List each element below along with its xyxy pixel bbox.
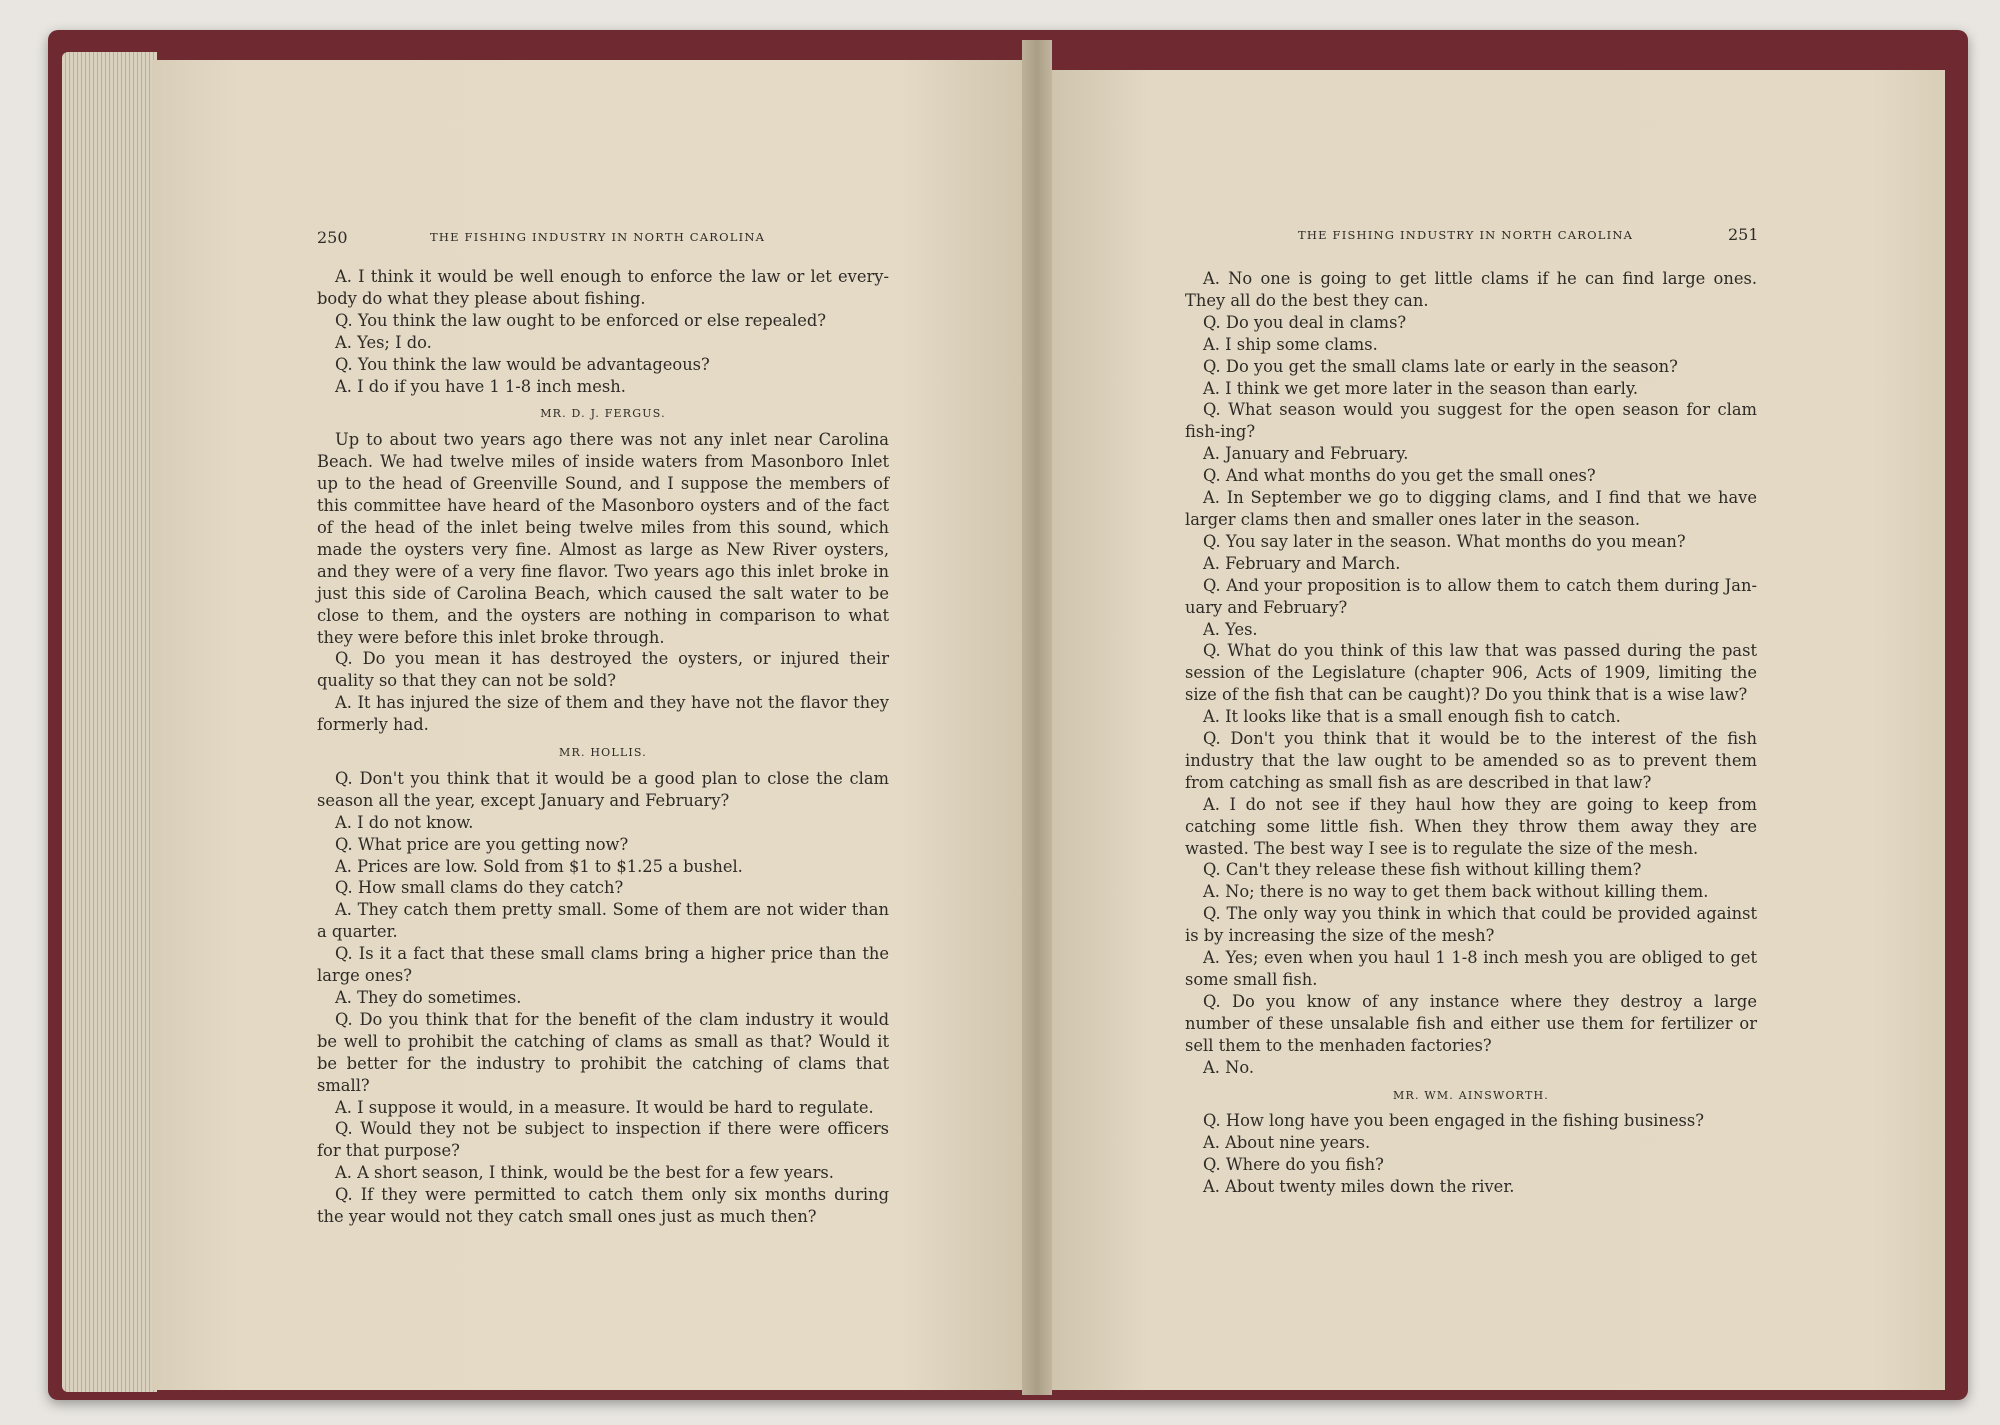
paragraph: Q. Do you deal in clams? bbox=[1203, 312, 1407, 332]
paragraph: A. No one is going to get little clams if he can find large ones. They all do the best they can. bbox=[1185, 269, 1757, 310]
left-page bbox=[152, 60, 1032, 1390]
paragraph: Q. Don't you think that it would be a good plan to close the clam season all the year, except January and February? bbox=[317, 768, 889, 810]
paragraph: Q. Don't you think that it would be to the interest of the fish industry that the law ought to be amended so as to prevent them from catching as small fish as are described in that law? bbox=[1185, 729, 1757, 792]
paragraph: A. It looks like that is a small enough fish to catch. bbox=[1203, 707, 1621, 727]
paragraph: Q. You say later in the season. What months do you mean? bbox=[1203, 531, 1686, 551]
paragraph: A. February and March. bbox=[1203, 553, 1401, 573]
paragraph: Q. The only way you think in which that could be provided against is by increasing the size of the mesh? bbox=[1185, 904, 1757, 946]
paragraph: Q. Do you get the small clams late or early in the season? bbox=[1203, 356, 1678, 376]
paragraph: A. Yes; I do. bbox=[335, 332, 432, 352]
speaker-heading: MR. D. J. FERGUS. bbox=[540, 407, 666, 421]
paragraph: A. January and February. bbox=[1203, 444, 1409, 464]
paragraph: A. No. bbox=[1203, 1057, 1255, 1077]
paragraph: A. They do sometimes. bbox=[335, 988, 522, 1007]
paragraph: Q. You think the law would be advantageous? bbox=[335, 354, 710, 374]
paragraph: A. It has injured the size of them and they have not the flavor they formerly had. bbox=[317, 693, 889, 735]
page-number: 250 bbox=[317, 228, 348, 247]
paragraph: Q. Where do you fish? bbox=[1203, 1155, 1384, 1175]
paragraph: A. No; there is no way to get them back without killing them. bbox=[1203, 882, 1709, 902]
paragraph: A. In September we go to digging clams, and I find that we have larger clams then and smaller ones later in the season. bbox=[1185, 488, 1757, 529]
paragraph: A. I do not see if they haul how they are going to keep from catching some little fish. When they throw them away they are wasted. The best way I see is to regulate the size of the mesh. bbox=[1185, 794, 1757, 858]
speaker-heading: MR. WM. AINSWORTH. bbox=[1393, 1088, 1549, 1102]
paragraph: Q. How long have you been engaged in the fishing business? bbox=[1203, 1111, 1704, 1131]
paragraph: A. I do if you have 1 1-8 inch mesh. bbox=[335, 376, 626, 396]
page-edges bbox=[62, 52, 157, 1392]
paragraph: Q. Do you know of any instance where they destroy a large number of these unsalable fish and either use them for fertilizer or sell them to the menhaden factories? bbox=[1185, 991, 1757, 1055]
right-page-text bbox=[1185, 268, 1757, 1198]
paragraph: A. Prices are low. Sold from $1 to $1.25 a bushel. bbox=[335, 856, 743, 876]
paragraph: Q. Do you think that for the benefit of the clam industry it would be well to prohibit the catching of clams as small as that? Would it be better for the industry to prohibit the catching of clams that small? bbox=[317, 1009, 889, 1095]
paragraph: A. About nine years. bbox=[1203, 1133, 1371, 1153]
running-head: THE FISHING INDUSTRY IN NORTH CAROLINA bbox=[430, 230, 766, 244]
paragraph: A. I suppose it would, in a measure. It would be hard to regulate. bbox=[335, 1097, 874, 1117]
paragraph: A. I think it would be well enough to enforce the law or let every-body do what they please about fishing. bbox=[317, 267, 889, 308]
paragraph: A. About twenty miles down the river. bbox=[1203, 1177, 1515, 1197]
paragraph: Q. You think the law ought to be enforced or else repealed? bbox=[335, 310, 827, 330]
paragraph: Q. And your proposition is to allow them to catch them during Jan-uary and February? bbox=[1185, 575, 1757, 617]
paragraph: Q. Do you mean it has destroyed the oysters, or injured their quality so that they can not be sold? bbox=[317, 649, 889, 691]
paragraph: A. I ship some clams. bbox=[1203, 334, 1378, 354]
right-page bbox=[1040, 70, 1945, 1390]
paragraph: Q. Is it a fact that these small clams bring a higher price than the large ones? bbox=[317, 944, 889, 986]
paragraph: A. Yes. bbox=[1203, 619, 1258, 639]
paragraph: Q. Would they not be subject to inspection if there were officers for that purpose? bbox=[317, 1119, 889, 1161]
paragraph: Up to about two years ago there was not any inlet near Carolina Beach. We had twelve miles of inside waters from Masonboro Inlet up to the head of Greenville Sound, and I suppose the members of this committee have heard of the Masonboro oysters and of the fact of the head of the inlet being twelve miles from this sound, which made the oysters very fine. Almost as large as New River oysters, and they were of a very fine flavor. Two years ago this inlet broke in just this side of Carolina Beach, which caused the salt water to be close to them, and the oysters are nothing in comparison to what they were before this inlet broke through. bbox=[317, 430, 889, 647]
running-head: THE FISHING INDUSTRY IN NORTH CAROLINA bbox=[1298, 228, 1634, 242]
paragraph: A. They catch them pretty small. Some of them are not wider than a quarter. bbox=[317, 900, 889, 942]
book-gutter bbox=[1022, 40, 1052, 1395]
speaker-heading: MR. HOLLIS. bbox=[559, 746, 647, 760]
paragraph: Q. What do you think of this law that was passed during the past session of the Legislature (chapter 906, Acts of 1909, limiting the size of the fish that can be caught)? Do you think that is a wise law? bbox=[1185, 641, 1757, 705]
paragraph: Q. What season would you suggest for the open season for clam fish-ing? bbox=[1185, 400, 1757, 442]
paragraph: A. A short season, I think, would be the best for a few years. bbox=[335, 1163, 834, 1183]
paragraph: A. I do not know. bbox=[335, 812, 474, 832]
paragraph: Q. Can't they release these fish without killing them? bbox=[1203, 860, 1642, 880]
page-number: 251 bbox=[1728, 225, 1759, 244]
paragraph: Q. If they were permitted to catch them only six months during the year would not they catch small ones just as much then? bbox=[317, 1185, 889, 1227]
paragraph: Q. What price are you getting now? bbox=[335, 834, 629, 854]
paragraph: Q. And what months do you get the small ones? bbox=[1203, 466, 1596, 486]
paragraph: Q. How small clams do they catch? bbox=[335, 878, 624, 898]
paragraph: A. Yes; even when you haul 1 1-8 inch mesh you are obliged to get some small fish. bbox=[1185, 948, 1757, 989]
left-page-text bbox=[317, 266, 889, 1228]
paragraph: A. I think we get more later in the season than early. bbox=[1203, 378, 1639, 398]
